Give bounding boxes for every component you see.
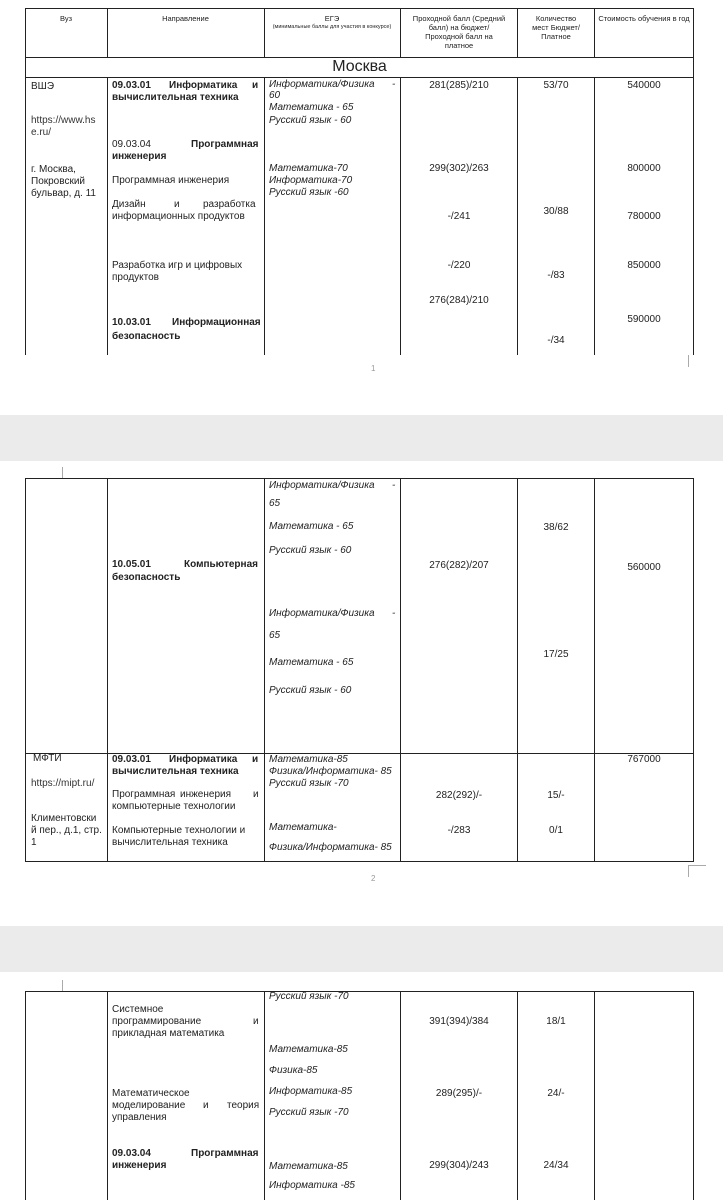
- ege-requirement: Русский язык - 60: [269, 685, 352, 696]
- seats-count: 53/70: [543, 80, 569, 91]
- ege-requirement: Математика - 65: [269, 102, 354, 113]
- dir-code: 09.03.04: [112, 139, 151, 150]
- dir-program: и: [174, 199, 180, 210]
- dir-name: и: [252, 80, 259, 91]
- ege-requirement: Русский язык -70: [269, 778, 349, 789]
- passing-score: 391(394)/384: [429, 1016, 489, 1027]
- dir-name: инженерия: [112, 151, 167, 162]
- dir-name: Информатика: [169, 754, 238, 765]
- ege-requirement: Математика - 65: [269, 521, 354, 532]
- ege-requirement: -: [392, 79, 396, 90]
- tuition-cost: 767000: [627, 754, 661, 765]
- dir-program: Системное: [112, 1004, 164, 1015]
- ege-requirement: Математика - 65: [269, 657, 354, 668]
- ege-requirement: Физика-85: [269, 1065, 318, 1076]
- dir-name: Программная: [191, 1148, 259, 1159]
- dir-program: и: [253, 789, 259, 800]
- seats-count: 38/62: [543, 522, 569, 533]
- dir-program: информационных продуктов: [112, 211, 245, 222]
- dir-program: инженерия: [180, 789, 232, 800]
- dir-name: Компьютерная: [184, 559, 258, 570]
- tuition-cost: 800000: [627, 163, 661, 174]
- dir-program: Дизайн: [112, 199, 146, 210]
- dir-program: теория: [227, 1100, 260, 1111]
- ege-requirement: Физика/Информатика- 85: [269, 766, 392, 777]
- document-page-3: [0, 972, 723, 1200]
- passing-score: 276(282)/207: [429, 560, 489, 571]
- passing-score: -/283: [447, 825, 471, 836]
- passing-score: 282(292)/-: [435, 790, 483, 801]
- corner-mark: [688, 865, 706, 866]
- dir-program: Математическое: [112, 1088, 190, 1099]
- dir-name: безопасность: [112, 572, 181, 583]
- city-heading: Москва: [332, 58, 387, 75]
- ege-requirement: Информатика/Физика: [269, 79, 375, 90]
- dir-code: 09.03.01: [112, 754, 151, 765]
- ege-requirement: Математика-85: [269, 1161, 348, 1172]
- ege-requirement: Русский язык - 60: [269, 545, 352, 556]
- seats-count: 17/25: [543, 649, 569, 660]
- dir-program: и: [203, 1100, 209, 1111]
- vuz-url-line2[interactable]: e.ru/: [31, 127, 52, 138]
- header-vuz: Вуз: [59, 14, 73, 23]
- dir-program: Программная: [112, 789, 176, 800]
- dir-program: разработка: [203, 199, 256, 210]
- passing-score: 276(284)/210: [429, 295, 489, 306]
- dir-name: вычислительная техника: [112, 92, 239, 103]
- ege-requirement: Русский язык -60: [269, 187, 349, 198]
- dir-name: и: [252, 754, 259, 765]
- ege-requirement: -: [392, 480, 396, 491]
- page-number: 1: [371, 364, 376, 373]
- vuz-address-line3: бульвар, д. 11: [31, 188, 96, 199]
- dir-name: Программная: [191, 139, 259, 150]
- ege-requirement: Информатика-70: [269, 175, 353, 186]
- vuz-address-line1: Климентовски: [31, 813, 97, 824]
- tuition-cost: 780000: [627, 211, 661, 222]
- dir-code: 10.03.01: [112, 317, 151, 328]
- dir-program: компьютерные технологии: [112, 801, 236, 812]
- header-ege-note: (минимальные баллы для участия в конкурсе): [272, 24, 392, 30]
- tuition-cost: 560000: [627, 562, 661, 573]
- passing-score: -/220: [447, 260, 471, 271]
- dir-program: прикладная математика: [112, 1028, 225, 1039]
- ege-requirement: Информатика/Физика: [269, 480, 375, 491]
- dir-program: и: [253, 1016, 259, 1027]
- seats-count: 0/1: [549, 825, 563, 836]
- page-number: 2: [371, 874, 376, 883]
- dir-code: 10.05.01: [112, 559, 151, 570]
- header-direction: Направление: [162, 14, 209, 23]
- vuz-url[interactable]: https://mipt.ru/: [31, 778, 95, 789]
- vuz-address-line2: й пер., д.1, стр.: [31, 825, 102, 836]
- ege-requirement: Физика/Информатика- 85: [269, 842, 392, 853]
- dir-name: безопасность: [112, 331, 181, 342]
- ege-requirement: Русский язык - 60: [269, 115, 352, 126]
- passing-score: 281(285)/210: [429, 80, 489, 91]
- ege-requirement: Математика-70: [269, 163, 348, 174]
- tuition-cost: 540000: [627, 80, 661, 91]
- passing-score: 289(295)/-: [435, 1088, 483, 1099]
- header-cost: Стоимость обучения в год: [598, 14, 690, 23]
- ege-requirement: Русский язык -70: [269, 991, 349, 1002]
- dir-program: Компьютерные технологии и: [112, 825, 246, 836]
- seats-count: 24/34: [543, 1160, 569, 1171]
- seats-count: -/83: [547, 270, 565, 281]
- vuz-name: ВШЭ: [31, 81, 55, 92]
- ege-requirement: Информатика -85: [269, 1180, 355, 1191]
- dir-name: Информационная: [172, 317, 261, 328]
- dir-program: продуктов: [112, 272, 159, 283]
- tuition-cost: 850000: [627, 260, 661, 271]
- seats-count: 15/-: [547, 790, 565, 801]
- seats-count: 18/1: [546, 1016, 566, 1027]
- document-page-2: [0, 461, 723, 926]
- dir-program: моделирование: [112, 1100, 186, 1111]
- ege-requirement: 65: [269, 630, 281, 641]
- dir-program: вычислительная техника: [112, 837, 228, 848]
- header-ege: ЕГЭ: [324, 14, 340, 23]
- ege-requirement: 60: [269, 90, 281, 101]
- seats-count: 24/-: [547, 1088, 565, 1099]
- dir-code: 09.03.04: [112, 1148, 151, 1159]
- passing-score: -/241: [447, 211, 471, 222]
- ege-requirement: Математика-: [269, 822, 337, 833]
- ege-requirement: Математика-85: [269, 754, 348, 765]
- dir-program: Программная инженерия: [112, 175, 230, 186]
- passing-score: 299(302)/263: [429, 163, 489, 174]
- ege-requirement: Информатика-85: [269, 1086, 353, 1097]
- dir-program: управления: [112, 1112, 167, 1123]
- header-passing-score: Проходной балл (Средний балл) на бюджет/Проходной балл на платное: [412, 14, 506, 50]
- ege-requirement: 65: [269, 498, 281, 509]
- vuz-url-line1[interactable]: https://www.hs: [31, 115, 96, 126]
- passing-score: 299(304)/243: [429, 1160, 489, 1171]
- ege-requirement: Информатика/Физика: [269, 608, 375, 619]
- header-seats: Количество мест Бюджет/ Платное: [532, 14, 580, 41]
- document-page-1: [0, 0, 723, 415]
- dir-program: программирование: [112, 1016, 202, 1027]
- ege-requirement: Русский язык -70: [269, 1107, 349, 1118]
- dir-program: Разработка игр и цифровых: [112, 260, 243, 271]
- ege-requirement: -: [392, 608, 396, 619]
- tuition-cost: 590000: [627, 314, 661, 325]
- dir-name: вычислительная техника: [112, 766, 239, 777]
- ege-requirement: Математика-85: [269, 1044, 348, 1055]
- dir-code: 09.03.01: [112, 80, 151, 91]
- vuz-address-line2: Покровский: [31, 176, 85, 187]
- vuz-name: МФТИ: [33, 753, 62, 764]
- corner-mark: [688, 355, 689, 367]
- vuz-address-line3: 1: [31, 837, 37, 848]
- dir-name: Информатика: [169, 80, 238, 91]
- seats-count: -/34: [547, 335, 565, 346]
- seats-count: 30/88: [543, 206, 569, 217]
- corner-mark: [688, 865, 689, 877]
- dir-name: инженерия: [112, 1160, 167, 1171]
- vuz-address-line1: г. Москва,: [31, 164, 76, 175]
